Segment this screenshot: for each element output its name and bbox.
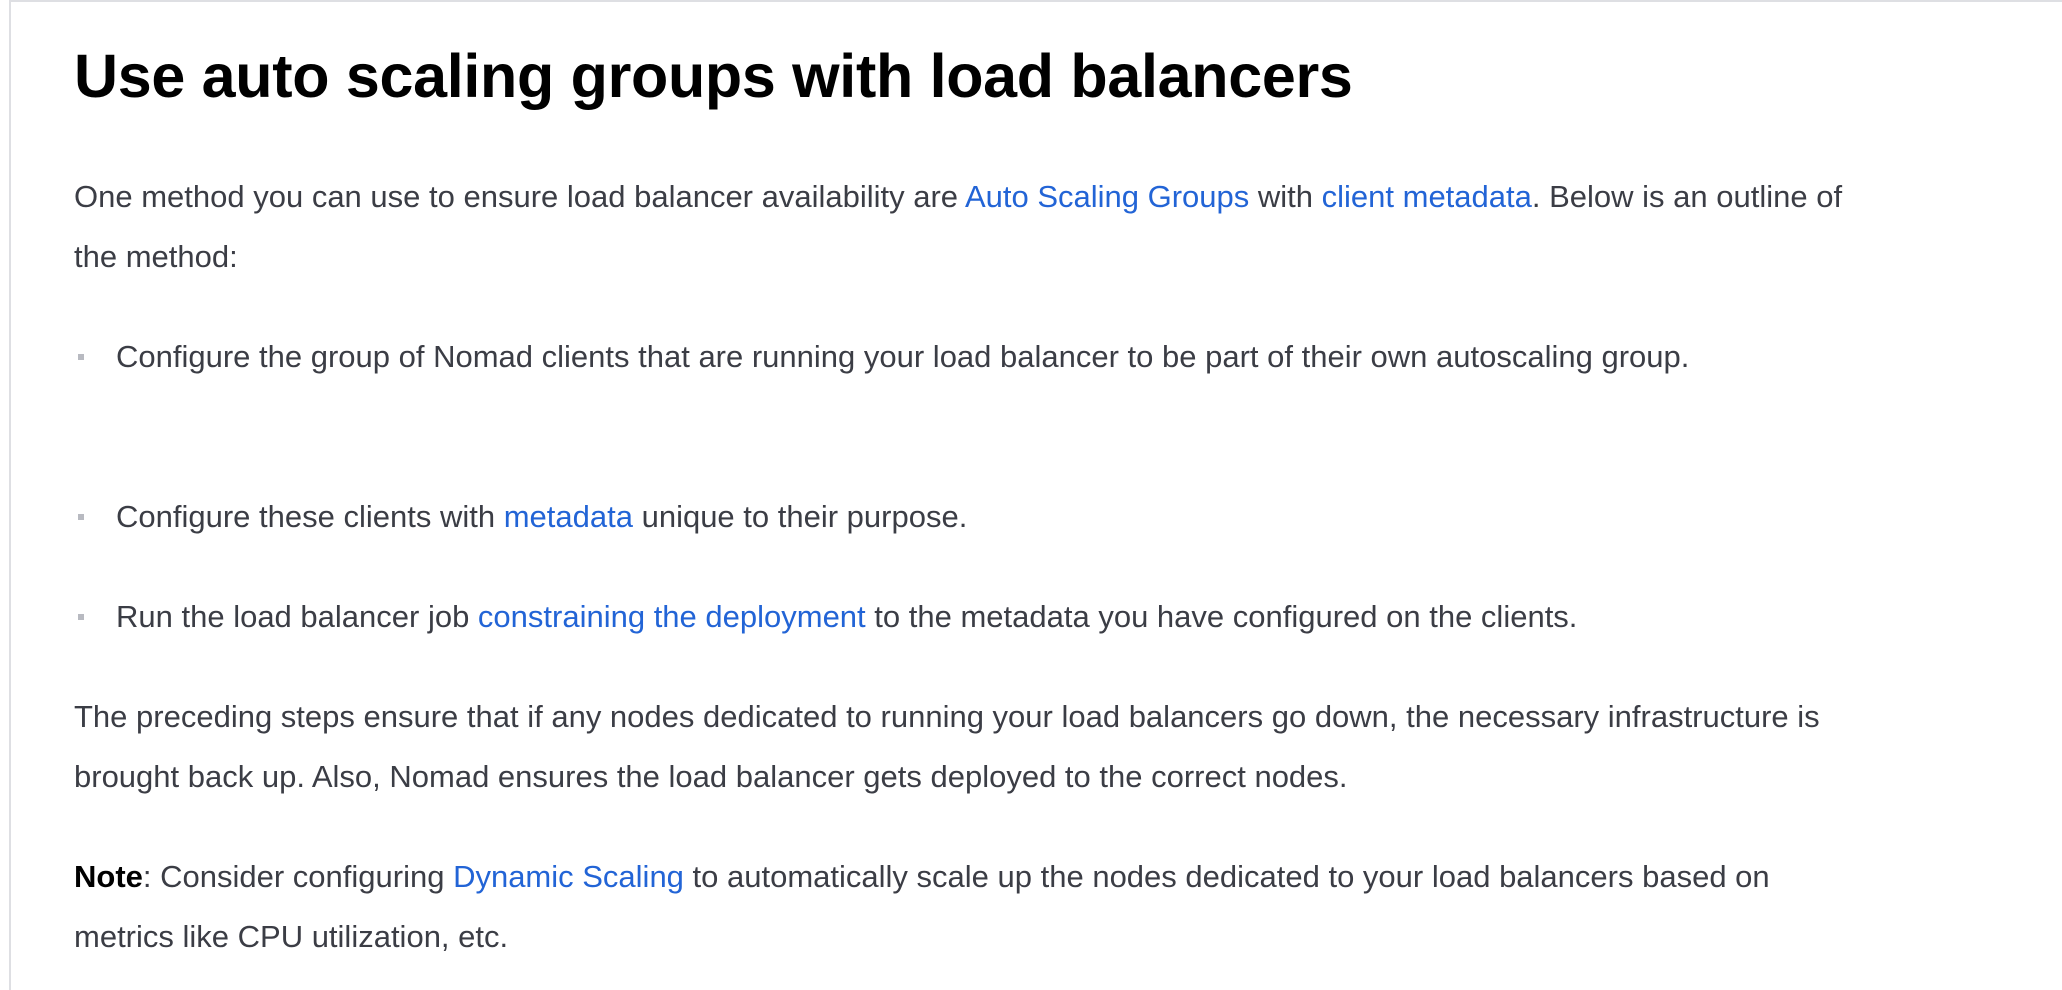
step-2-text-start: Configure these clients with [116,499,504,534]
metadata-link[interactable]: metadata [503,499,633,534]
note-text-end: to automatically scale up the nodes dedicated to your load balancers based on metrics like CPU utilization, etc. [74,859,1770,954]
step-1-text: Configure the group of Nomad clients that are running your load balancer to be part of their own autoscaling group. [116,339,1690,374]
intro-text-start: One method you can use to ensure load balancer availability are [74,179,965,214]
step-2-text-end: unique to their purpose. [632,499,968,534]
summary-paragraph: The preceding steps ensure that if any nodes dedicated to running your load balancers go down, the necessary infrastructure is brought back up. Also, Nomad ensures the load balancer gets deployed to the correct nodes. [74,699,1820,794]
dynamic-scaling-link[interactable]: Dynamic Scaling [453,859,684,894]
step-3-text-end: to the metadata you have configured on the clients. [865,599,1578,634]
steps-list [74,327,1854,387]
list-item [74,587,1854,647]
bullet-icon [78,614,84,620]
list-item [74,327,1854,387]
note-text-start: : Consider configuring [142,859,454,894]
steps-list [74,487,1854,547]
steps-list [74,587,1854,647]
page-title: Use auto scaling groups with load balancers [74,42,1353,110]
step-3-text-start: Run the load balancer job [116,599,478,634]
constraining-deployment-link[interactable]: constraining the deployment [477,599,866,634]
list-item [74,487,1854,547]
note-label: Note [74,859,143,894]
client-metadata-link[interactable]: client metadata [1321,179,1532,214]
bullet-icon [78,354,84,360]
bullet-icon [78,514,84,520]
auto-scaling-groups-link[interactable]: Auto Scaling Groups [964,179,1250,214]
intro-paragraph [74,167,1854,287]
intro-text-between: with [1249,179,1322,214]
intro-text-end: . Below is an outline of the method: [74,179,1843,274]
note-paragraph [74,847,1854,967]
